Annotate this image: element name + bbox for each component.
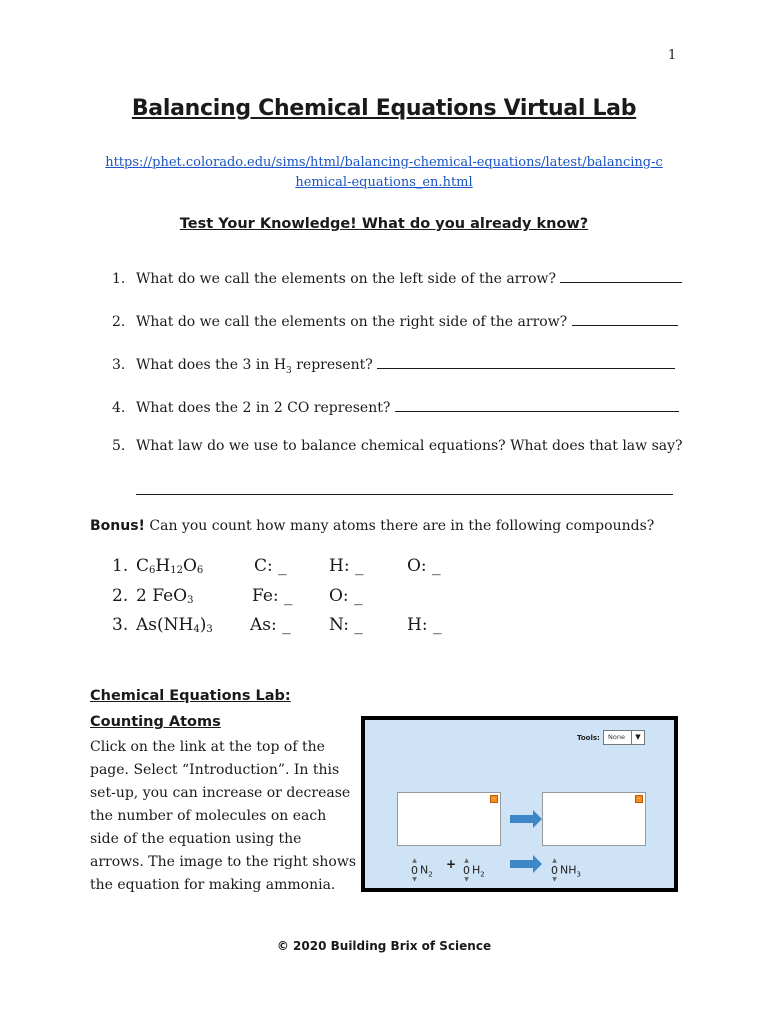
product-nh3: ▲ 0 ▼ $NH_3$ [551,857,581,883]
question-5 [112,438,683,454]
spinner-down-icon: ▼ [412,876,417,883]
answer-blank[interactable] [572,310,678,326]
question-1 [112,267,682,287]
count-blank[interactable]: H: _ [407,615,442,635]
compound-formula: 2 FeO$_3$ [136,586,194,606]
count-spinner: ▲ 0 ▼ [411,857,418,883]
spinner-down-icon: ▼ [552,876,557,883]
count-blank[interactable]: C: _ [254,556,287,576]
phet-link[interactable] [84,153,684,193]
tools-label: Tools: [577,734,600,742]
compound-number: 3. [112,615,129,635]
question-text: What do we call the elements on the right side of the arrow? [136,314,568,330]
minimize-icon: – [490,795,498,803]
question-2 [112,310,678,330]
spinner-down-icon: ▼ [464,876,469,883]
spinner-up-icon: ▲ [464,857,469,864]
answer-blank[interactable] [560,267,682,283]
page-number: 1 [668,48,677,63]
question-subscript: 3 [286,365,292,376]
count-blank[interactable]: As: _ [250,615,291,635]
phet-link-line1[interactable]: https://phet.colorado.edu/sims/html/balancing-chemical-equations/latest/balancing-c [105,155,663,170]
copyright-footer: © 2020 Building Brix of Science [276,939,492,953]
page-title: Balancing Chemical Equations Virtual Lab [131,96,637,121]
count-blank[interactable]: H: _ [329,556,364,576]
plus-sign: + [446,857,457,871]
question-text: What law do we use to balance chemical equations? What does that law say? [136,438,683,454]
count-blank[interactable]: O: _ [407,556,441,576]
question-text: What do we call the elements on the left side of the arrow? [136,271,556,287]
lab-instructions: Click on the link at the top of the page. Select “Introduction”. In this set-up, you can increase or decrease the number of molecules on each side of the equation using the arrows. The image to the right shows the equation for making ammonia. [90,739,357,893]
tools-dropdown [603,730,645,745]
simulation-area [365,720,674,888]
spinner-up-icon: ▲ [552,857,557,864]
bonus-text: Can you count how many atoms there are in the following compounds? [144,518,655,534]
answer-line[interactable] [136,494,673,495]
question-number: 3. [112,357,126,373]
spinner-up-icon: ▲ [412,857,417,864]
reactants-box [397,792,501,846]
bonus-label: Bonus! [90,518,145,534]
question-text-after: represent? [291,357,373,373]
equation-arrow-icon [510,860,534,868]
reaction-arrow-icon [510,815,534,823]
reactant-n2: ▲ 0 ▼ $N_2$ [411,857,433,883]
simulation-screenshot [361,716,678,892]
count-blank[interactable]: O: _ [329,586,363,606]
count-blank[interactable]: Fe: _ [252,586,293,606]
lab-heading-2: Counting Atoms [90,714,221,730]
minimize-icon: – [635,795,643,803]
compound-number: 2. [112,586,129,606]
phet-link-line2[interactable]: hemical-equations_en.html [295,175,473,190]
question-3 [112,353,675,376]
count-blank[interactable]: N: _ [329,615,363,635]
section-subtitle: Test Your Knowledge! What do you already know? [179,216,589,232]
compound-formula: $As(NH_4)_3$ [136,615,213,635]
products-box [542,792,646,846]
question-text: What does the 3 in H [136,357,287,373]
tools-value: None [608,733,625,741]
question-4 [112,396,679,416]
count-spinner: ▲ 0 ▼ [463,857,470,883]
bonus-prompt [90,518,654,534]
dropdown-arrow-icon: ▼ [631,731,644,744]
question-number: 2. [112,314,126,330]
compound-formula: $C_6H_{12}O_6$ [136,556,204,576]
answer-blank[interactable] [377,353,675,369]
compound-number: 1. [112,556,129,576]
question-text: What does the 2 in 2 CO represent? [136,400,391,416]
question-number: 5. [112,438,126,454]
question-number: 4. [112,400,126,416]
lab-heading-1: Chemical Equations Lab: [90,688,291,704]
question-number: 1. [112,271,126,287]
count-spinner: ▲ 0 ▼ [551,857,558,883]
reactant-h2: ▲ 0 ▼ $H_2$ [463,857,485,883]
answer-blank[interactable] [395,396,679,412]
